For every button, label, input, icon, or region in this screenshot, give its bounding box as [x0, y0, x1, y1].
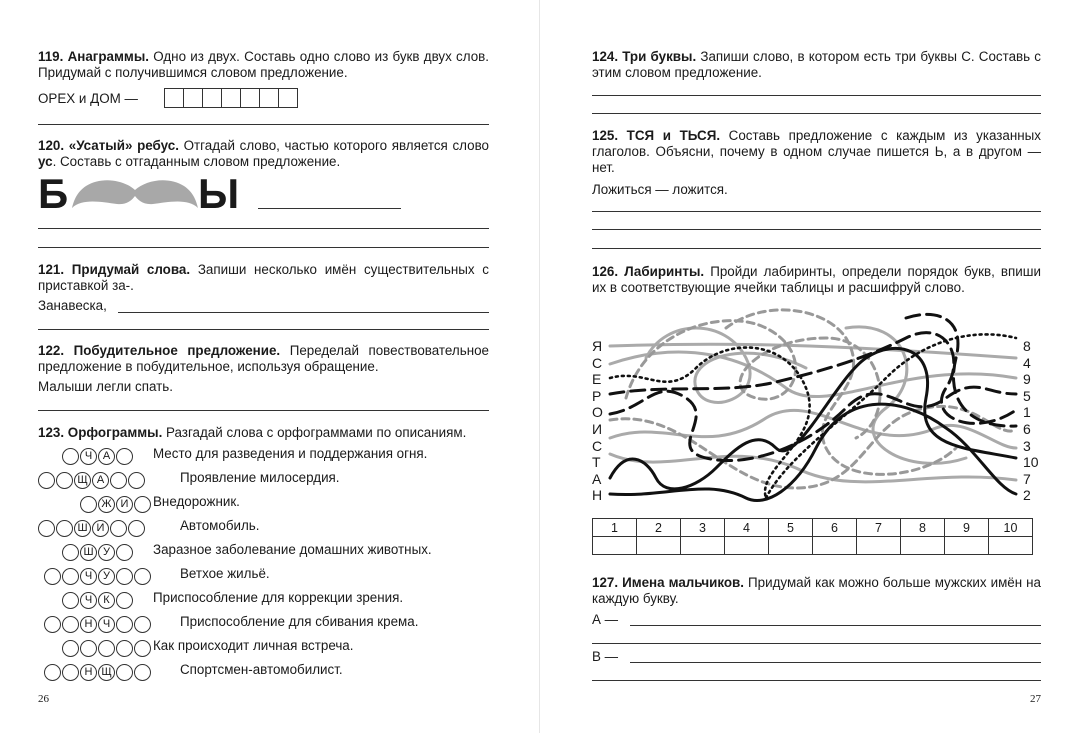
- letter-circle[interactable]: [134, 568, 151, 585]
- letter-box[interactable]: [221, 88, 241, 108]
- answer-line[interactable]: [38, 410, 489, 411]
- letter-circle[interactable]: Ж: [98, 496, 115, 513]
- letter-circle[interactable]: [62, 616, 79, 633]
- exercise-125-prompt: Ложиться — ложится.: [592, 182, 728, 197]
- letter-circle[interactable]: [38, 472, 55, 489]
- table-cell: 6: [813, 519, 857, 537]
- answer-line[interactable]: [38, 329, 489, 330]
- letter-circle[interactable]: [80, 496, 97, 513]
- answer-line[interactable]: [630, 662, 1041, 663]
- prompt-letter-v: В —: [592, 649, 619, 664]
- answer-line[interactable]: [592, 95, 1041, 96]
- maze-numbers: 8 4 9 5 1 6 3 10 7 2: [1023, 338, 1039, 504]
- answer-cell[interactable]: [857, 537, 901, 555]
- page-number: 26: [38, 693, 49, 705]
- table-cell: 5: [769, 519, 813, 537]
- letter-box[interactable]: [164, 88, 184, 108]
- letter-circle[interactable]: [44, 568, 61, 585]
- letter-circle[interactable]: Щ: [98, 664, 115, 681]
- clue-text: Как происходит личная встреча.: [153, 638, 354, 653]
- table-answer-row: [593, 537, 1033, 555]
- table-cell: 10: [989, 519, 1033, 537]
- table-cell: 8: [901, 519, 945, 537]
- exercise-125-text: 125. ТСЯ и ТЬСЯ. Составь предложение с каждым из указанных глаголов. Объясни, почему в одном случае пишется Ь, а в другом — нет.: [592, 128, 1041, 175]
- letter-circle[interactable]: Ч: [80, 568, 97, 585]
- letter-circle[interactable]: И: [92, 520, 109, 537]
- exercise-127-text: 127. Имена мальчиков. Придумай как можно больше мужских имён на каждую букву.: [592, 575, 1041, 606]
- letter-circle[interactable]: [134, 664, 151, 681]
- letter-circle[interactable]: [62, 544, 79, 561]
- letter-box[interactable]: [259, 88, 279, 108]
- letter-circle[interactable]: У: [98, 544, 115, 561]
- clue-text: Заразное заболевание домашних животных.: [153, 542, 432, 557]
- letter-circle[interactable]: [116, 544, 133, 561]
- letter-circle[interactable]: [110, 472, 127, 489]
- letter-circle[interactable]: Ч: [80, 448, 97, 465]
- letter-circle[interactable]: [44, 664, 61, 681]
- exercise-121-text: 121. Придумай слова. Запиши несколько имён существительных с приставкой за-.: [38, 262, 489, 293]
- letter-circle[interactable]: [62, 592, 79, 609]
- letter-circle[interactable]: [62, 448, 79, 465]
- letter-circle[interactable]: Ч: [80, 592, 97, 609]
- answer-cell[interactable]: [989, 537, 1033, 555]
- letter-circle[interactable]: И: [116, 496, 133, 513]
- maze-letters: Я С Е Р О И С Т А Н: [592, 338, 603, 504]
- letter-box[interactable]: [202, 88, 222, 108]
- letter-circle[interactable]: [56, 472, 73, 489]
- clue-text: Спортсмен-автомобилист.: [180, 662, 343, 677]
- letter-circle[interactable]: Ш: [74, 520, 91, 537]
- letter-circle[interactable]: [134, 616, 151, 633]
- letter-circle[interactable]: А: [98, 448, 115, 465]
- table-cell: 9: [945, 519, 989, 537]
- word-row[interactable]: [62, 638, 152, 658]
- clue-text: Проявление милосердия.: [180, 470, 340, 485]
- exercise-121-prompt: Занавеска,: [38, 298, 107, 313]
- word-row[interactable]: [44, 614, 152, 634]
- letter-circle[interactable]: [116, 592, 133, 609]
- answer-table: [592, 518, 1033, 555]
- clue-text: Приспособление для коррекции зрения.: [153, 590, 404, 605]
- exercise-123-text: 123. Орфограммы. Разгадай слова с орфограммами по описаниям.: [38, 425, 467, 440]
- exercise-124-text: 124. Три буквы. Запиши слово, в котором есть три буквы С. Составь с этим словом предложение.: [592, 49, 1041, 80]
- letter-circle[interactable]: [128, 472, 145, 489]
- letter-box[interactable]: [278, 88, 298, 108]
- letter-circle[interactable]: А: [92, 472, 109, 489]
- right-page: [540, 0, 1080, 733]
- maze-illustration: [606, 298, 1020, 510]
- answer-cell[interactable]: [945, 537, 989, 555]
- letter-box[interactable]: [240, 88, 260, 108]
- exercise-120-text: 120. «Усатый» ребус. Отгадай слово, частью которого является слово ус. Составь с отгаданным словом предложение.: [38, 138, 489, 169]
- exercise-122-prompt: Малыши легли спать.: [38, 379, 173, 394]
- word-row[interactable]: [38, 518, 146, 538]
- clue-text: Место для разведения и поддержания огня.: [153, 446, 428, 461]
- word-row[interactable]: [38, 470, 146, 490]
- letter-circle[interactable]: Н: [80, 664, 97, 681]
- letter-circle[interactable]: [56, 520, 73, 537]
- letter-circle[interactable]: Щ: [74, 472, 91, 489]
- answer-line[interactable]: [38, 228, 489, 229]
- answer-cell[interactable]: [593, 537, 637, 555]
- table-cell: 4: [725, 519, 769, 537]
- letter-circle[interactable]: [44, 616, 61, 633]
- answer-cell[interactable]: [901, 537, 945, 555]
- letter-circle[interactable]: [62, 568, 79, 585]
- table-cell: 2: [637, 519, 681, 537]
- answer-cell[interactable]: [725, 537, 769, 555]
- exercise-119-prompt: ОРЕХ и ДОМ —: [38, 91, 138, 106]
- clue-text: Автомобиль.: [180, 518, 260, 533]
- exercise-126-text: 126. Лабиринты. Пройди лабиринты, определи порядок букв, впиши их в соответствующие ячейки таблицы и расшифруй слово.: [592, 264, 1041, 295]
- letter-circle[interactable]: [62, 664, 79, 681]
- exercise-122-text: 122. Побудительное предложение. Переделай повествовательное предложение в побудительное, используя обращение.: [38, 343, 489, 374]
- answer-line[interactable]: [118, 312, 489, 313]
- table-cell: 1: [593, 519, 637, 537]
- answer-line[interactable]: [258, 208, 401, 209]
- page-number: 27: [1030, 693, 1041, 705]
- answer-line[interactable]: [592, 229, 1041, 230]
- word-row[interactable]: [44, 662, 152, 682]
- letter-circle[interactable]: [128, 520, 145, 537]
- letter-circle[interactable]: [80, 640, 97, 657]
- letter-circle[interactable]: [134, 496, 151, 513]
- clue-text: Приспособление для сбивания крема.: [180, 614, 419, 629]
- answer-line[interactable]: [38, 247, 489, 248]
- clue-text: Ветхое жильё.: [180, 566, 270, 581]
- answer-line[interactable]: [592, 113, 1041, 114]
- letter-circle[interactable]: [116, 616, 133, 633]
- rebus-letter-y: Ы: [198, 170, 240, 217]
- rebus-letter-b: Б: [38, 170, 69, 217]
- answer-cell[interactable]: [637, 537, 681, 555]
- word-row[interactable]: [62, 542, 134, 562]
- table-header-row: [593, 519, 1033, 537]
- word-row[interactable]: [62, 446, 134, 466]
- word-row[interactable]: [44, 566, 152, 586]
- letter-circle[interactable]: [62, 640, 79, 657]
- letter-circle[interactable]: [134, 640, 151, 657]
- prompt-letter-a: А —: [592, 612, 619, 627]
- answer-line[interactable]: [592, 248, 1041, 249]
- letter-circle[interactable]: [116, 640, 133, 657]
- letter-circle[interactable]: [116, 448, 133, 465]
- answer-line[interactable]: [630, 625, 1041, 626]
- answer-cell[interactable]: [813, 537, 857, 555]
- answer-line[interactable]: [592, 643, 1041, 644]
- answer-cell[interactable]: [769, 537, 813, 555]
- table-cell: 3: [681, 519, 725, 537]
- letter-circle[interactable]: [98, 640, 115, 657]
- letter-circle[interactable]: Н: [80, 616, 97, 633]
- word-row[interactable]: [80, 494, 152, 514]
- clue-text: Внедорожник.: [153, 494, 240, 509]
- answer-boxes[interactable]: [165, 88, 298, 108]
- answer-line[interactable]: [592, 211, 1041, 212]
- letter-circle[interactable]: [110, 520, 127, 537]
- answer-line[interactable]: [38, 124, 489, 125]
- word-row[interactable]: [62, 590, 134, 610]
- letter-circle[interactable]: У: [98, 568, 115, 585]
- letter-box[interactable]: [183, 88, 203, 108]
- exercise-119-text: 119. Анаграммы. Одно из двух. Составь одно слово из букв двух слов. Придумай с получившимся словом предложение.: [38, 49, 489, 80]
- letter-circle[interactable]: [116, 664, 133, 681]
- answer-line[interactable]: [592, 680, 1041, 681]
- letter-circle[interactable]: Ш: [80, 544, 97, 561]
- letter-circle[interactable]: [38, 520, 55, 537]
- table-cell: 7: [857, 519, 901, 537]
- letter-circle[interactable]: [116, 568, 133, 585]
- letter-circle[interactable]: К: [98, 592, 115, 609]
- moustache-icon: [72, 178, 198, 212]
- letter-circle[interactable]: Ч: [98, 616, 115, 633]
- answer-cell[interactable]: [681, 537, 725, 555]
